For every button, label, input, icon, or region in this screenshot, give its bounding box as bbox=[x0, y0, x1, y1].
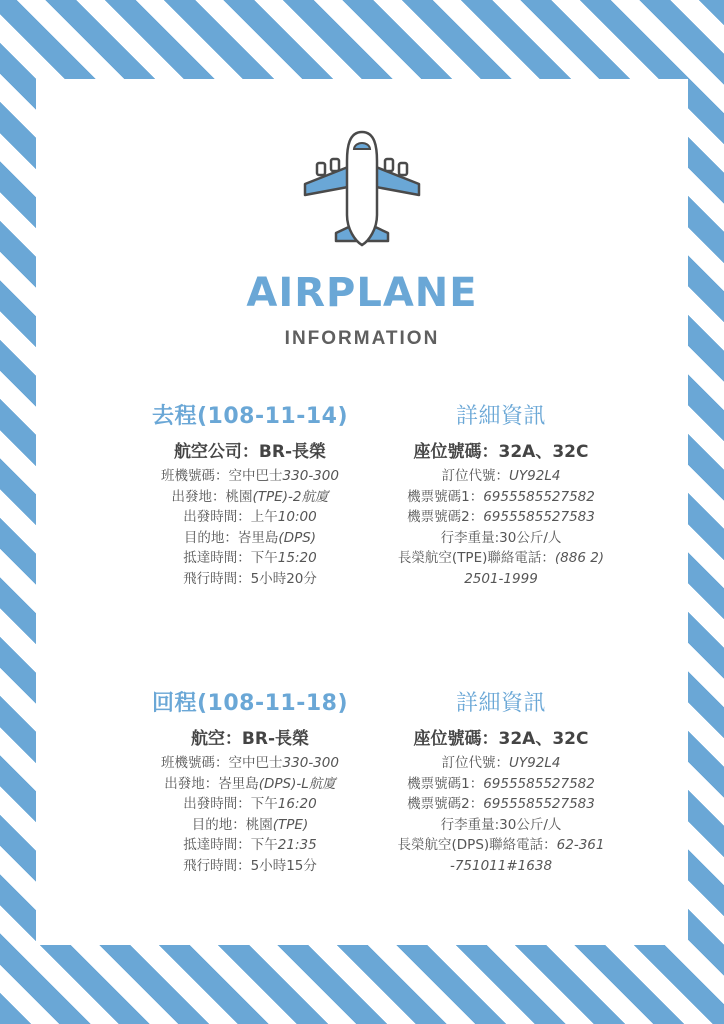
line-label: 出發時間：上午 bbox=[183, 509, 278, 525]
line-value: 6955585527583 bbox=[483, 796, 595, 812]
outbound-seat: 座位號碼：32A、32C bbox=[413, 442, 589, 462]
line-value: 10:00 bbox=[277, 509, 317, 525]
outbound-details-heading: 詳細資訊 bbox=[455, 404, 546, 429]
line-value: (DPS) bbox=[278, 529, 317, 546]
line-value: UY92L4 bbox=[509, 755, 561, 771]
line-label: 出發地：桃園 bbox=[171, 488, 253, 505]
page-title: AIRPLANE bbox=[246, 270, 478, 316]
line-value: 15:20 bbox=[277, 550, 317, 566]
airplane-icon bbox=[303, 129, 421, 249]
line-value: 6955585527583 bbox=[483, 509, 595, 525]
line-label: 班機號碼：空中巴士 bbox=[161, 755, 283, 771]
line-value: 330-300 bbox=[282, 755, 339, 771]
line-label: 飛行時間：5小時20分 bbox=[183, 570, 317, 587]
line-label: 長榮航空(DPS)聯絡電話： bbox=[397, 837, 557, 853]
line-value: 16:20 bbox=[277, 796, 317, 812]
line-value: (TPE) bbox=[272, 816, 309, 833]
line-label: 抵達時間：下午 bbox=[183, 837, 278, 853]
line-value: UY92L4 bbox=[509, 468, 561, 484]
details-line bbox=[351, 856, 651, 877]
line-value: 330-300 bbox=[282, 468, 339, 484]
return-seat: 座位號碼：32A、32C bbox=[413, 729, 589, 749]
info-card bbox=[36, 79, 688, 945]
details-line bbox=[351, 835, 651, 856]
line-label: 出發時間：下午 bbox=[183, 796, 278, 812]
line-value: -751011#1638 bbox=[449, 857, 553, 874]
details-line bbox=[351, 753, 651, 774]
line-value: 62-361 bbox=[556, 837, 605, 853]
line-label: 訂位代號： bbox=[441, 468, 510, 484]
line-value: (TPE)-2航廈 bbox=[252, 488, 329, 505]
line-label: 行李重量:30公斤/人 bbox=[440, 529, 562, 546]
line-label: 機票號碼1： bbox=[407, 775, 484, 792]
line-label: 目的地：桃園 bbox=[191, 816, 273, 833]
details-line bbox=[351, 774, 651, 795]
line-label: 目的地：峇里島 bbox=[183, 529, 279, 546]
line-label: 抵達時間：下午 bbox=[183, 550, 278, 566]
details-line bbox=[351, 794, 651, 815]
outbound-heading: 去程(108-11-14) bbox=[151, 404, 349, 429]
details-line bbox=[351, 507, 651, 528]
outbound-airline: 航空公司：BR-長榮 bbox=[173, 442, 327, 462]
return-heading: 回程(108-11-18) bbox=[151, 691, 349, 716]
details-line bbox=[351, 466, 651, 487]
details-line bbox=[351, 815, 651, 836]
line-value: 6955585527582 bbox=[483, 488, 595, 505]
return-details-heading: 詳細資訊 bbox=[455, 691, 546, 716]
details-line bbox=[351, 487, 651, 508]
line-label: 出發地：峇里島 bbox=[164, 775, 259, 792]
outbound-details-section bbox=[351, 402, 651, 589]
line-value: 21:35 bbox=[277, 837, 317, 853]
line-value: (886 2) bbox=[554, 550, 605, 566]
details-line bbox=[351, 548, 651, 569]
return-details-section bbox=[351, 689, 651, 876]
page-subtitle: INFORMATION bbox=[284, 328, 440, 349]
line-label: 行李重量:30公斤/人 bbox=[440, 816, 562, 833]
line-label: 飛行時間：5小時15分 bbox=[183, 857, 317, 874]
details-line bbox=[351, 569, 651, 590]
line-value: (DPS)-L航廈 bbox=[258, 775, 336, 792]
line-label: 班機號碼：空中巴士 bbox=[161, 468, 283, 484]
line-value: 2501-1999 bbox=[464, 570, 538, 587]
line-label: 機票號碼2： bbox=[407, 509, 484, 525]
line-label: 機票號碼2： bbox=[407, 796, 484, 812]
line-label: 訂位代號： bbox=[441, 755, 510, 771]
details-line bbox=[351, 528, 651, 549]
return-airline: 航空：BR-長榮 bbox=[190, 729, 310, 749]
line-label: 機票號碼1： bbox=[407, 488, 484, 505]
line-value: 6955585527582 bbox=[483, 775, 595, 792]
line-label: 長榮航空(TPE)聯絡電話： bbox=[397, 550, 555, 566]
